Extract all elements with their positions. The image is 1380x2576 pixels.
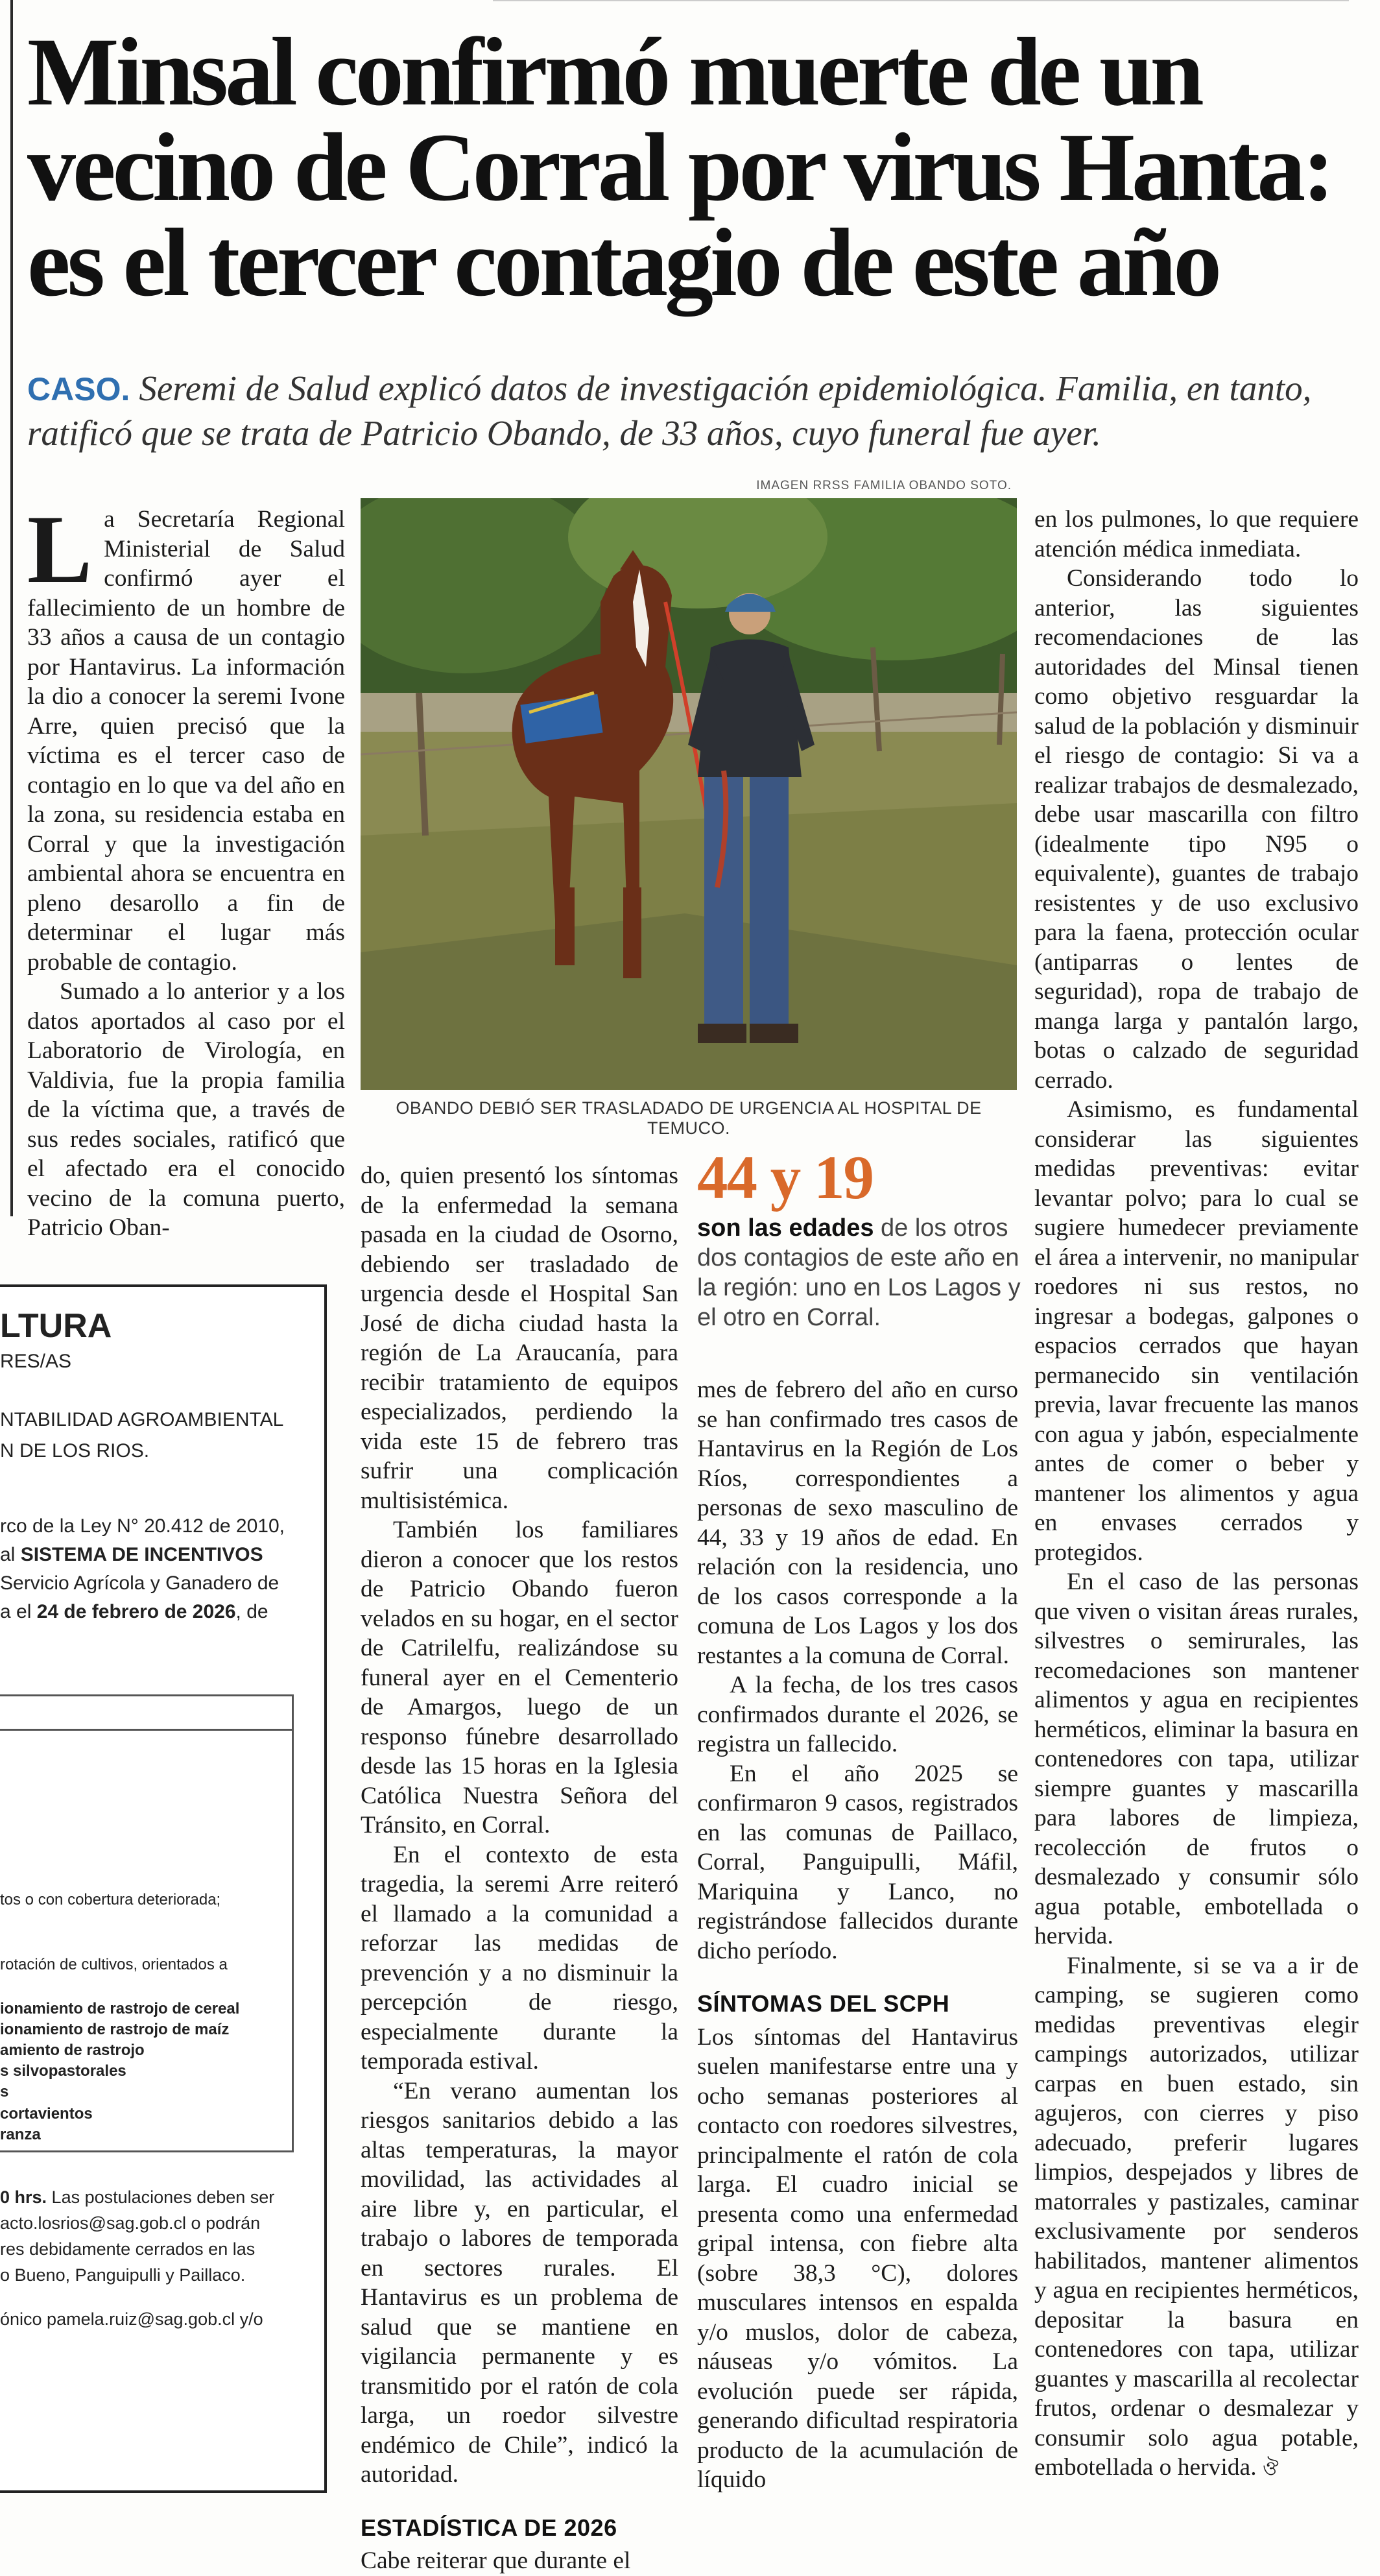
article-paragraph: En el contexto de esta tragedia, la seremi Arre reiteró el llamado a la comunidad a reforzar las medidas de prevención y a no disminuir la percepción de riesgo, especialmente durante la temporada estival. <box>361 1841 678 2075</box>
ad-item: rotación de cultivos, orientados a <box>0 1956 228 1973</box>
article-paragraph: A la fecha, de los tres casos confirmados durante el 2026, se registra un fallecido. <box>697 1672 1018 1757</box>
factoid-body: de los otros dos contagios de este año en la región: uno en Los Lagos y el otro en Corral. <box>697 1214 1021 1331</box>
ad-line: al SISTEMA DE INCENTIVOS <box>0 1544 263 1565</box>
article-paragraph: También los familiares dieron a conocer que los restos de Patricio Obando fueron velados en su hogar, en el sector de Catrilelfu, realizándose su funeral ayer en el Cementerio de Amargos, luego de un responso fúnebre desarrollado desde las 15 horas en la Iglesia Católica Nuestra Señora del Tránsito, en Corral. <box>361 1517 678 1838</box>
article-column-3 <box>697 1375 1018 2495</box>
article-paragraph: La Secretaría Regional Ministerial de Salud confirmó ayer el fallecimiento de un hombre de 33 años a causa de un contagio por Hantavirus. La información la dio a conocer la seremi Ivone Arre, quien precisó que la víctima es el tercer caso de contagio en lo que va del año en la zona, su residencia estaba en Corral y que la investigación ambiental ahora se encuentra en pleno desarollo a fin de determinar el lugar más probable de contagio. <box>27 496 345 976</box>
article-paragraph: Considerando todo lo anterior, las siguientes recomendaciones de las autoridades del Minsal tienen como objetivo resguardar la salud de la población y disminuir el riesgo de contagio: Si va a realizar trabajos de desmalezado, debe usar mascarilla con filtro (idealmente tipo N95 o equivalente), guantes de trabajo resistentes y de uso exclusivo para la faena, protección ocular (antiparras o lentes de seguridad), ropa de trabajo de manga larga y pantalón largo, botas o calzado de seguridad cerrado. <box>1034 565 1359 1094</box>
article-column-2 <box>361 1161 678 2576</box>
ad-subtitle: RES/AS <box>0 1351 72 1372</box>
drop-cap: L <box>27 496 93 603</box>
article-column-1 <box>27 496 345 1243</box>
ad-footer-line: res debidamente cerrados en las <box>0 2239 256 2259</box>
ad-item: cortavientos <box>0 2105 93 2123</box>
ad-footer-line: acto.losrios@sag.gob.cl o podrán <box>0 2213 261 2233</box>
page-column-rule <box>10 0 13 1216</box>
section-heading-stats: ESTADÍSTICA DE 2026 <box>361 2514 617 2541</box>
article-paragraph: Finalmente, si se va a ir de camping, se sugieren como medidas preventivas elegir campings autorizados, utilizar carpas en buen estado, sin agujeros, con cierres y piso adecuado, preferir lugares limpios, despejados y libres de matorrales y pastizales, caminar exclusivamente por senderos habilitados, mantener alimentos y agua en recipientes herméticos, depositar la basura en contenedores con tapa, utilizar guantes y mascarilla al recolectar frutos, ordenar o desmalezar y consumir solo agua potable, embotellada o hervida. ঔ <box>1034 1952 1359 2481</box>
adjacent-advertisement <box>0 1284 327 2493</box>
ad-line: NTABILIDAD AGROAMBIENTAL <box>0 1409 284 1430</box>
ad-footer-line: o Bueno, Panguipulli y Paillaco. <box>0 2265 246 2285</box>
article-paragraph: mes de febrero del año en curso se han confirmado tres casos de Hantavirus en la Región de Los Ríos, correspondientes a personas de sexo masculino de 44, 33 y 19 años de edad. En relación con la residencia, uno de los casos corresponde a la comuna de Los Lagos y los dos restantes a la comuna de Corral. <box>697 1377 1018 1669</box>
factoid-lead: son las edades <box>697 1214 874 1242</box>
ad-line: Servicio Agrícola y Ganadero de <box>0 1572 280 1594</box>
ad-item: amiento de rastrojo <box>0 2041 145 2059</box>
factoid-text <box>697 1213 1041 1332</box>
ad-item: s silvopastorales <box>0 2062 126 2080</box>
article-paragraph: Los síntomas del Hantavirus suelen manifestarse entre una y ocho semanas posteriores al contacto con roedores silvestres, principalmente el ratón de cola larga. El cuadro inicial se presenta como una enfermedad gripal intensa, con fiebre alta (sobre 38,3 °C), dolores musculares intensos en espalda y/o muslos, dolor de cabeza, náuseas y/o vómitos. La evolución puede ser rápida, generando dificultad respiratoria producto de la acumulación de líquido <box>697 2023 1018 2493</box>
article-paragraph: En el año 2025 se confirmaron 9 casos, registrados en las comunas de Paillaco, Corral, Panguipulli, Máfil, Mariquina y Lanco, no registrándose fallecidos durante dicho período. <box>697 1760 1018 1964</box>
ad-item: ionamiento de rastrojo de maíz <box>0 2021 230 2038</box>
ad-line: N DE LOS RIOS. <box>0 1440 150 1462</box>
article-paragraph: en los pulmones, lo que requiere atención médica inmediata. <box>1034 506 1359 562</box>
photo-credit: IMAGEN RRSS FAMILIA OBANDO SOTO. <box>756 479 1012 492</box>
ad-line: rco de la Ley N° 20.412 de 2010, <box>0 1515 285 1537</box>
ad-inner-box <box>0 1694 294 2152</box>
article-photo <box>361 498 1017 1090</box>
ad-item: s <box>0 2083 9 2101</box>
article-subhead <box>27 367 1350 455</box>
photo-caption: OBANDO DEBIÓ SER TRASLADADO DE URGENCIA AL HOSPITAL DE TEMUCO. <box>396 1098 982 1138</box>
article-paragraph: Cabe reiterar que durante el <box>361 2547 631 2574</box>
article-paragraph: Asimismo, es fundamental considerar las siguientes medidas preventivas: evitar levantar polvo; para lo cual se sugiere humedecer previamente el área a intervenir, no manipular roedores ni sus restos, no ingresar a bodegas, galpones o espacios cerrados que hayan permanecido sin ventilación previa, lavar frecuente las manos con agua y jabón, especialmente antes de comer o beber y mantener los alimentos y agua en envases cerrados y protegidos. <box>1034 1096 1359 1566</box>
ad-line: a el 24 de febrero de 2026, de <box>0 1601 268 1622</box>
article-headline: Minsal confirmó muerte de un vecino de Corral por virus Hanta: es el tercer contagio de este año <box>27 18 1332 317</box>
article-kicker: CASO. <box>27 371 130 407</box>
end-mark-icon: ঔ <box>1262 2458 1279 2479</box>
article-paragraph: Sumado a lo anterior y a los datos aportados al caso por el Laboratorio de Virología, en Valdivia, fue la propia familia de la víctima que, a través de sus redes sociales, ratificó que el afectado era el conocido vecino de la comuna puerto, Patricio Oban- <box>27 978 345 1241</box>
article-paragraph: do, quien presentó los síntomas de la enfermedad la semana pasada en la ciudad de Osorno, debiendo ser trasladado de urgencia desde el Hospital San José de dicha ciudad hasta la región de La Araucanía, para recibir tratamiento de equipos especializados, perdiendo la vida este 15 de febrero tras sufrir una complicación multisistémica. <box>361 1162 678 1514</box>
article-paragraph: En el caso de las personas que viven o visitan áreas rurales, silvestres o semirurales, las recomedaciones son mantener alimentos y agua en recipientes herméticos, eliminar la basura en contenedores con tapa, utilizar siempre guantes y mascarilla para labores de limpieza, recolección de frutos o desmalezado y consumir sólo agua potable, embotellada o hervida. <box>1034 1569 1359 1949</box>
horse-and-man-photo <box>361 498 1017 1090</box>
factoid-number: 44 y 19 <box>697 1143 873 1212</box>
ad-footer-line: ónico pamela.ruiz@sag.gob.cl y/o <box>0 2309 263 2329</box>
ad-title: LTURA <box>0 1307 112 1345</box>
ad-item: tos o con cobertura deteriorada; <box>0 1891 221 1908</box>
ad-footer-line: 0 hrs. Las postulaciones deben ser <box>0 2187 275 2207</box>
top-rule <box>493 0 1349 1</box>
subhead-text: Seremi de Salud explicó datos de investigación epidemiológica. Familia, en tanto, ratificó que se trata de Patricio Obando, de 33 años, cuyo funeral fue ayer. <box>27 368 1312 453</box>
article-column-4 <box>1034 505 1359 2484</box>
ad-item: ranza <box>0 2126 41 2143</box>
article-paragraph: “En verano aumentan los riesgos sanitarios debido a las altas temperaturas, la mayor movilidad, las actividades al aire libre y, en particular, el trabajo o labores de temporada en sectores rurales. El Hantavirus es un problema de salud que se mantiene en vigilancia permanente y es transmitido por el ratón de cola larga, un roedor silvestre endémico de Chile”, indicó la autoridad. <box>361 2077 678 2488</box>
ad-inner-header <box>0 1696 292 1731</box>
section-heading-symptoms: SÍNTOMAS DEL SCPH <box>697 1990 950 2017</box>
ad-item: ionamiento de rastrojo de cereal <box>0 2000 240 2017</box>
